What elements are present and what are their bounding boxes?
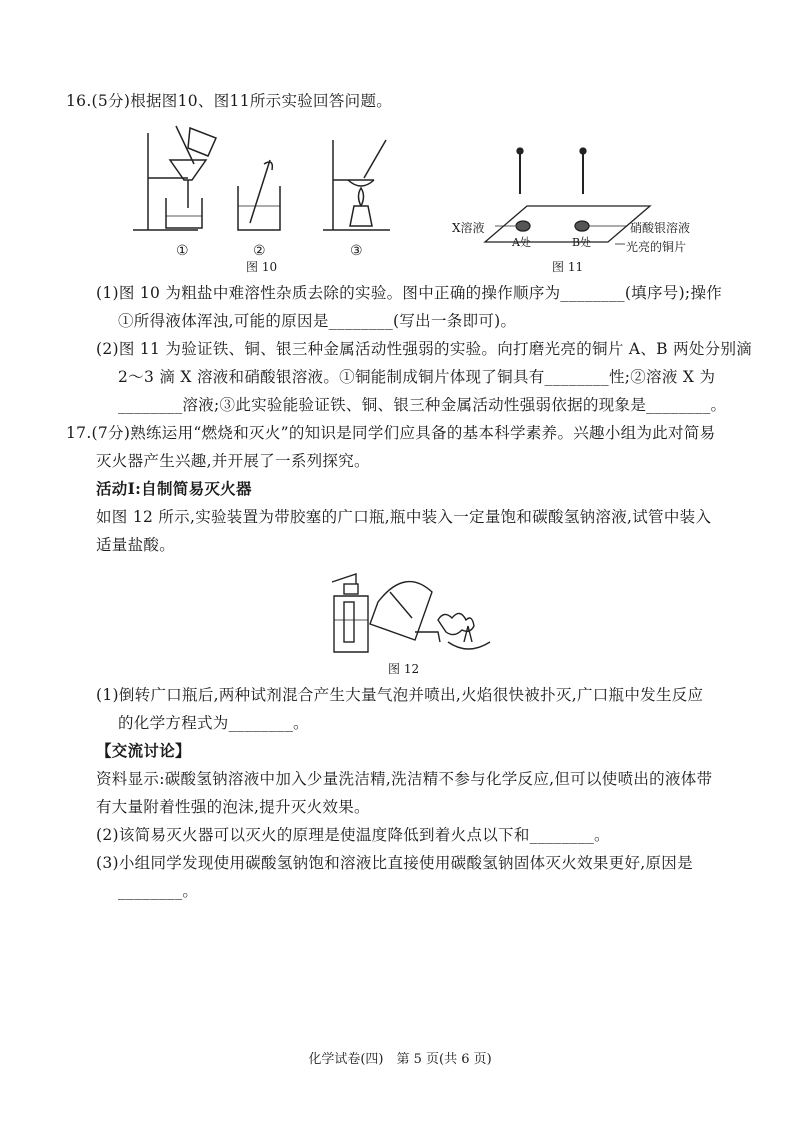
q16-part1-line2: ①所得液体浑浊,可能的原因是________(写出一条即可)。 [118,312,517,330]
jar-inverted [370,582,432,640]
dissolving-beaker [238,160,280,259]
q17-title-line1: 17.(7分)熟练运用“燃烧和灭火”的知识是同学们应具备的基本科学素养。兴趣小组为此对简易 [66,424,716,442]
material-line1: 资料显示:碳酸氢钠溶液中加入少量洗洁精,洗洁精不参与化学反应,但可以使喷出的液体带 [96,770,713,788]
jar-upright [334,596,368,652]
q17-part3-line2: ________。 [118,882,199,900]
q17-part1-line2: 的化学方程式为________。 [118,714,309,732]
discussion-heading: 【交流讨论】 [96,741,191,760]
activity-heading: 活动Ⅰ:自制简易灭火器 [96,479,252,498]
page-footer: 化学试卷(四) 第 5 页(共 6 页) [308,1052,492,1067]
q16-part2-line3: ________溶液;③此实验能验证铁、铜、银三种金属活动性强弱依据的现象是________。 [118,396,727,414]
delivery-tube-1 [332,574,356,584]
evaporation-apparatus [323,140,390,259]
copper-plate-label: 光亮的铜片 [626,240,687,254]
foam-spray [438,613,474,634]
filtration-apparatus [133,126,216,259]
q17-title-line2: 灭火器产生兴趣,并开展了一系列探究。 [96,452,370,470]
a-position-label: A处 [512,236,531,249]
material-line2: 有大量附着性强的泡沫,提升灭火效果。 [96,798,370,816]
q17-intro-line2: 适量盐酸。 [96,536,176,554]
figure-12 [320,562,515,657]
figure-10-caption: 图 10 [246,260,278,274]
q16-title: 16.(5分)根据图10、图11所示实验回答问题。 [66,92,393,110]
spot-a [516,221,530,231]
dropper-tip-a [517,148,523,154]
q16-part1-line1: (1)图 10 为粗盐中难溶性杂质去除的实验。图中正确的操作顺序为________(填序号);操作 [96,284,723,302]
svg-text:③: ③ [350,243,363,259]
x-solution-label: X溶液 [452,221,485,235]
svg-text:①: ① [176,243,189,259]
silver-nitrate-label: 硝酸银溶液 [630,221,691,235]
figure-11-caption: 图 11 [552,260,584,274]
figure-10 [128,118,408,268]
svg-text:②: ② [253,243,266,259]
q17-part1-line1: (1)倒转广口瓶后,两种试剂混合产生大量气泡并喷出,火焰很快被扑灭,广口瓶中发生反应 [96,686,704,704]
q17-intro-line1: 如图 12 所示,实验装置为带胶塞的广口瓶,瓶中装入一定量饱和碳酸氢钠溶液,试管中装入 [96,508,712,526]
q16-part2-line1: (2)图 11 为验证铁、铜、银三种金属活动性强弱的实验。向打磨光亮的铜片 A、B 两处分别滴 [96,340,753,358]
dish [448,642,490,649]
spot-b [575,221,589,231]
q17-part3-line1: (3)小组同学发现使用碳酸氢钠饱和溶液比直接使用碳酸氢钠固体灭火效果更好,原因是 [96,854,693,872]
figure-12-caption: 图 12 [388,662,420,676]
b-position-label: B处 [572,236,592,249]
q17-part2-line1: (2)该简易灭火器可以灭火的原理是使温度降低到着火点以下和________。 [96,826,610,844]
copper-plate [485,206,650,242]
dropper-tip-b [580,148,586,154]
flame [464,626,472,642]
q16-part2-line2: 2～3 滴 X 溶液和硝酸银溶液。①铜能制成铜片体现了铜具有________性;②溶液 X 为 [118,368,716,386]
